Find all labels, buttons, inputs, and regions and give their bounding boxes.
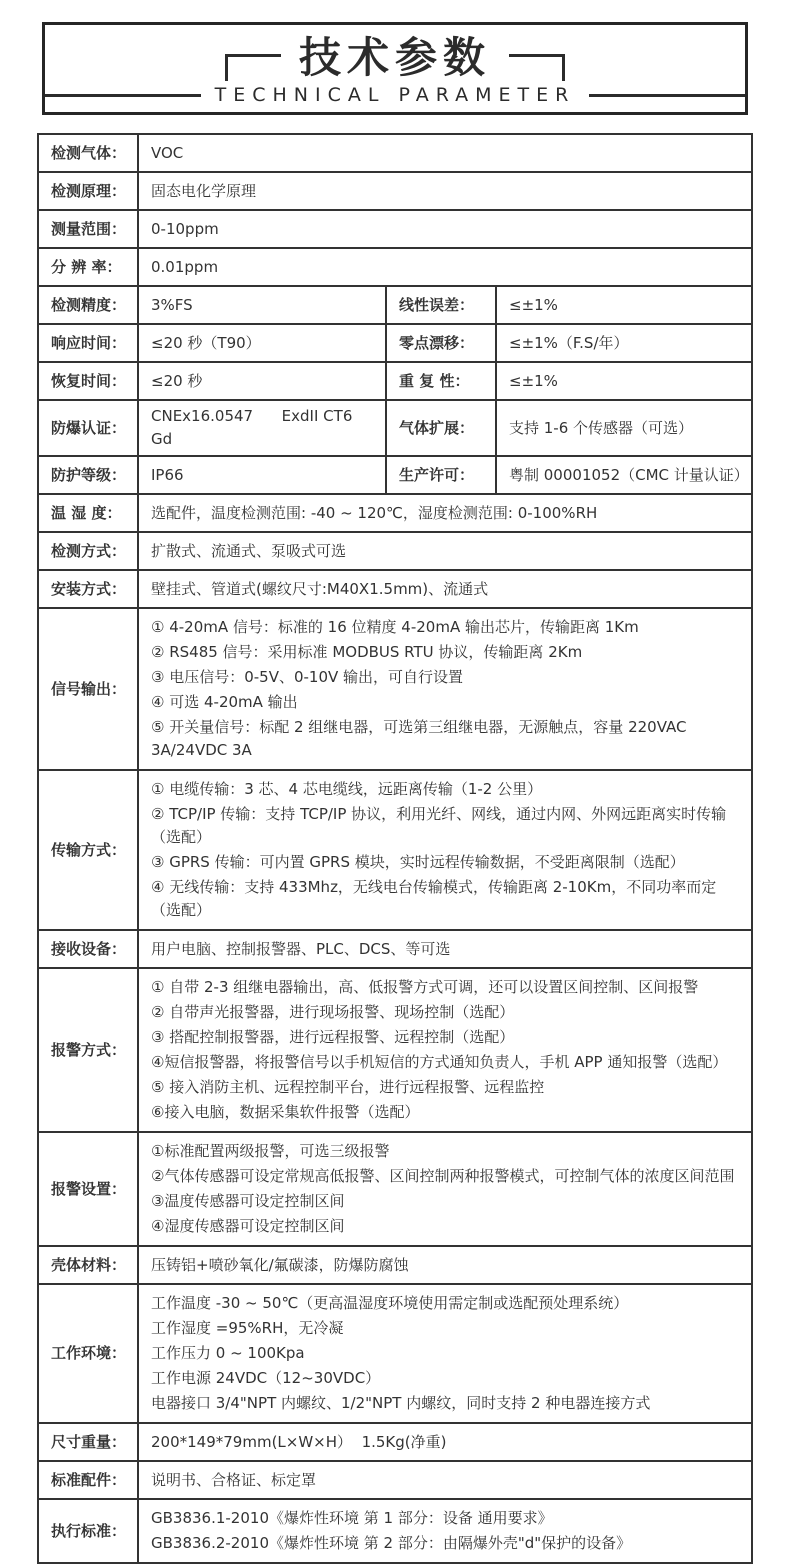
table-row: [39, 531, 751, 569]
row-value-line: ⑤ 接入消防主机、远程控制平台，进行远程报警、远程监控: [151, 1078, 545, 1096]
table-row: [39, 493, 751, 531]
table-row: [39, 1422, 751, 1460]
row-value: VOC: [137, 135, 751, 171]
table-row: [39, 929, 751, 967]
row-value-lines: [137, 1500, 751, 1562]
row-label: 尺寸重量：: [51, 1432, 127, 1451]
row-value-line: ③ 电压信号：0-5V、0-10V 输出，可自行设置: [151, 668, 464, 686]
row-label: 检测方式：: [51, 541, 127, 560]
table-row: [39, 247, 751, 285]
row-label-2: 气体扩展：: [385, 401, 495, 455]
row-value-line: 工作湿度 =95%RH，无冷凝: [151, 1319, 344, 1337]
row-value: 用户电脑、控制报警器、PLC、DCS、等可选: [137, 931, 751, 967]
row-label: 接收设备：: [51, 939, 127, 958]
row-value-line: ④湿度传感器可设定控制区间: [151, 1217, 345, 1235]
header-title-row: [45, 35, 745, 81]
row-value-line: 工作温度 -30 ~ 50℃（更高温湿度环境使用需定制或选配预处理系统）: [151, 1294, 629, 1312]
row-value: ≤20 秒（T90）: [137, 325, 385, 361]
table-row: [39, 1498, 751, 1562]
row-value-line: ① 4-20mA 信号：标准的 16 位精度 4-20mA 输出芯片，传输距离 1Km: [151, 618, 639, 636]
row-value-2: ≤±1%: [495, 287, 751, 323]
corner-bracket-right-icon: [509, 54, 565, 81]
table-row: [39, 769, 751, 929]
row-value-lines: [137, 771, 751, 929]
row-value-lines: [137, 1133, 751, 1245]
subtitle-rule-right: [589, 94, 745, 97]
row-label-2: 线性误差：: [385, 287, 495, 323]
row-label: 执行标准：: [51, 1521, 127, 1540]
table-row: [39, 569, 751, 607]
table-row: [39, 209, 751, 247]
row-value: IP66: [137, 457, 385, 493]
row-label: 响应时间：: [51, 333, 127, 352]
row-value-lines: [137, 1285, 751, 1422]
row-label: 安装方式：: [51, 579, 127, 598]
row-value: ≤20 秒: [137, 363, 385, 399]
row-value-line: 工作电源 24VDC（12~30VDC）: [151, 1369, 381, 1387]
row-value-line: ⑥接入电脑，数据采集软件报警（选配）: [151, 1103, 420, 1121]
row-label: 防护等级：: [51, 465, 127, 484]
row-value-line: ③ GPRS 传输：可内置 GPRS 模块，实时远程传输数据，不受距离限制（选配）: [151, 853, 685, 871]
table-row: [39, 607, 751, 769]
row-value-line: ②气体传感器可设定常规高低报警、区间控制两种报警模式，可控制气体的浓度区间范围: [151, 1167, 735, 1185]
row-label: 传输方式：: [51, 840, 127, 859]
row-value: 0.01ppm: [137, 249, 751, 285]
row-label: 检测精度：: [51, 295, 127, 314]
row-value-line: ①标准配置两级报警，可选三级报警: [151, 1142, 390, 1160]
row-label: 分 辨 率：: [51, 257, 122, 276]
row-label-2: 生产许可：: [385, 457, 495, 493]
row-value-line: ④ 无线传输：支持 433Mhz，无线电台传输模式，传输距离 2-10Km，不同功率而定（选配）: [151, 878, 717, 919]
row-value-lines: [137, 969, 751, 1131]
table-row: [39, 285, 751, 323]
row-label-2: 重 复 性：: [385, 363, 495, 399]
page-subtitle: TECHNICAL PARAMETER: [214, 84, 576, 106]
row-label: 标准配件：: [51, 1470, 127, 1489]
row-value: 200*149*79mm(L×W×H） 1.5Kg(净重): [137, 1424, 751, 1460]
row-value-2: ≤±1%: [495, 363, 751, 399]
row-value-line: ④短信报警器，将报警信号以手机短信的方式通知负责人，手机 APP 通知报警（选配）: [151, 1053, 728, 1071]
row-value-line: 工作压力 0 ~ 100Kpa: [151, 1344, 305, 1362]
row-value-line: ① 自带 2-3 组继电器输出，高、低报警方式可调，还可以设置区间控制、区间报警: [151, 978, 699, 996]
table-row: [39, 455, 751, 493]
row-value: CNEx16.0547 ExdII CT6 Gd: [137, 401, 385, 455]
row-label: 检测气体：: [51, 143, 127, 162]
row-value-line: ④ 可选 4-20mA 输出: [151, 693, 298, 711]
row-value: 选配件，温度检测范围: -40 ~ 120℃，湿度检测范围: 0-100%RH: [137, 495, 751, 531]
table-row: [39, 361, 751, 399]
header-subtitle-row: [45, 84, 745, 106]
table-row: [39, 1460, 751, 1498]
table-row: [39, 1245, 751, 1283]
row-value-line: ② 自带声光报警器，进行现场报警、现场控制（选配）: [151, 1003, 515, 1021]
row-value: 3%FS: [137, 287, 385, 323]
row-value-line: ③ 搭配控制报警器，进行远程报警、远程控制（选配）: [151, 1028, 515, 1046]
row-label: 壳体材料：: [51, 1255, 127, 1274]
table-row: [39, 135, 751, 171]
row-value: 压铸铝+喷砂氧化/氟碳漆，防爆防腐蚀: [137, 1247, 751, 1283]
row-label-2: 零点漂移：: [385, 325, 495, 361]
row-label: 信号输出：: [51, 679, 127, 698]
row-value: 说明书、合格证、标定罩: [137, 1462, 751, 1498]
table-row: [39, 1283, 751, 1422]
table-row: [39, 1131, 751, 1245]
row-value: 扩散式、流通式、泵吸式可选: [137, 533, 751, 569]
row-label: 恢复时间：: [51, 371, 127, 390]
row-value-2: 粤制 00001052（CMC 计量认证）: [495, 457, 751, 493]
table-row: [39, 967, 751, 1131]
row-value-line: ③温度传感器可设定控制区间: [151, 1192, 345, 1210]
row-label: 工作环境：: [51, 1344, 127, 1362]
table-row: [39, 323, 751, 361]
row-value-2: 支持 1-6 个传感器（可选）: [495, 401, 751, 455]
row-value-line: GB3836.2-2010《爆炸性环境 第 2 部分：由隔爆外壳"d"保护的设备》: [151, 1534, 632, 1552]
row-value-line: ② RS485 信号：采用标准 MODBUS RTU 协议，传输距离 2Km: [151, 643, 583, 661]
table-row: [39, 399, 751, 455]
row-label: 报警方式：: [51, 1040, 127, 1059]
row-value-2: ≤±1%（F.S/年）: [495, 325, 751, 361]
row-value: 壁挂式、管道式(螺纹尺寸:M40X1.5mm)、流通式: [137, 571, 751, 607]
row-label: 检测原理：: [51, 181, 127, 200]
page-title: 技术参数: [298, 33, 491, 82]
corner-bracket-left-icon: [225, 54, 281, 81]
row-value-line: 电器接口 3/4"NPT 内螺纹、1/2"NPT 内螺纹，同时支持 2 种电器连接方式: [151, 1394, 651, 1412]
row-label: 防爆认证：: [51, 418, 127, 437]
header-box: [42, 22, 748, 115]
table-row: [39, 171, 751, 209]
row-value: 固态电化学原理: [137, 173, 751, 209]
row-value: 0-10ppm: [137, 211, 751, 247]
subtitle-rule-left: [45, 94, 201, 97]
row-value-line: GB3836.1-2010《爆炸性环境 第 1 部分：设备 通用要求》: [151, 1509, 553, 1527]
row-value-line: ② TCP/IP 传输：支持 TCP/IP 协议，利用光纤、网线，通过内网、外网远距离实时传输（选配）: [151, 805, 727, 846]
spec-table: [37, 133, 753, 1564]
row-value-line: ⑤ 开关量信号：标配 2 组继电器，可选第三组继电器，无源触点，容量 220VAC 3A/24VDC 3A: [151, 718, 692, 759]
row-label: 测量范围：: [51, 219, 127, 238]
row-label: 报警设置：: [51, 1179, 127, 1198]
row-label: 温 湿 度：: [51, 503, 122, 522]
row-value-line: ① 电缆传输：3 芯、4 芯电缆线，远距离传输（1-2 公里）: [151, 780, 543, 798]
row-value-lines: [137, 609, 751, 769]
